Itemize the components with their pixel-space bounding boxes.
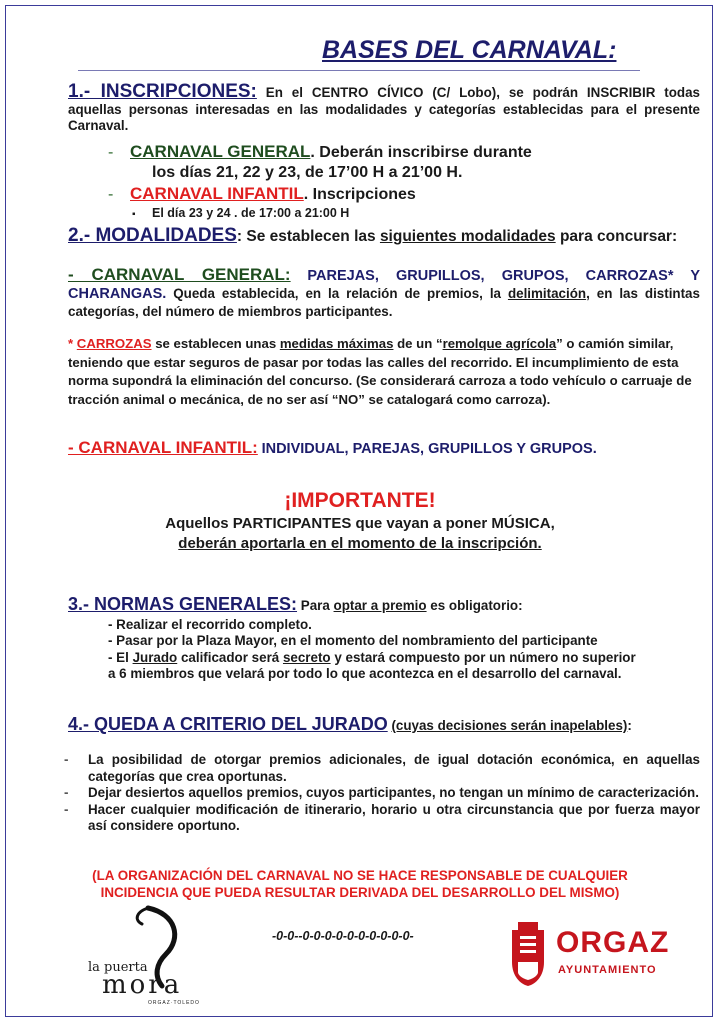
- infantil-registration-dates: El día 23 y 24 . de 17:00 a 21:00 H: [152, 206, 350, 220]
- norm-item-3-u2: secreto: [282, 649, 331, 665]
- note-text-a: se establecen unas: [155, 336, 277, 351]
- disclaimer-line-1: (LA ORGANIZACIÓN DEL CARNAVAL NO SE HACE RESPONSABLE DE CUALQUIER: [92, 868, 628, 883]
- important-line-1: Aquellos PARTICIPANTES que vayan a poner MÚSICA,: [165, 515, 555, 532]
- norm-item-3: [68, 650, 700, 667]
- general-registration: [108, 142, 668, 183]
- logo-left-line-1: la puerta: [88, 960, 148, 975]
- note-star: *: [68, 336, 77, 351]
- general-modalities-text-u: delimitación: [507, 286, 587, 301]
- important-heading: ¡IMPORTANTE!: [284, 489, 436, 512]
- section-2-text-b: para concursar:: [559, 228, 678, 245]
- dash-icon: -: [108, 144, 114, 161]
- la-puerta-mora-logo: [86, 904, 216, 1004]
- section-3-text-a: Para: [300, 598, 330, 613]
- general-registration-dates: los días 21, 22 y 23, de 17’00 H a 21’00 H.: [152, 164, 463, 181]
- logo-right-name: ORGAZ: [556, 926, 670, 959]
- section-1: [68, 81, 700, 135]
- important-block: [0, 488, 720, 554]
- norm-item-3-a: - El: [108, 649, 129, 665]
- section-1-heading: 1.- INSCRIPCIONES:: [68, 81, 257, 102]
- orgaz-logo: [506, 922, 676, 992]
- dash-icon: -: [64, 752, 69, 767]
- section-4-subheading: (cuyas decisiones serán inapelables): [391, 718, 628, 733]
- dash-icon: -: [64, 801, 69, 817]
- section-1-text: En el CENTRO CÍVICO (C/ Lobo), se podrán INSCRIBIR todas aquellas personas interesadas en las modalidades y categorías establecidas para el presente Carnaval.: [68, 85, 700, 133]
- jury-item-1: [64, 752, 700, 785]
- note-text-c: ” o camión similar, teniendo que estar seguros de pasar por todas las calles del recorrido. El incumplimiento de esta norma supondrá la eliminación del concurso. (Se considerará carroza a todo vehículo o carruaje de tracción animal o mecánica, de no ser así “NO” se catalogará como carroza).: [68, 336, 692, 407]
- norm-item-1: - Realizar el recorrido completo.: [108, 616, 312, 632]
- coat-of-arms-icon: [506, 922, 550, 988]
- jury-item-3-text: Hacer cualquier modificación de itinerario, horario u otra circunstancia que por fuerza mayor así considere oportuno.: [88, 801, 700, 833]
- note-carrozas: CARROZAS: [76, 336, 152, 351]
- note-text-u1: medidas máximas: [279, 336, 394, 351]
- section-2-text-underlined: siguientes modalidades: [379, 228, 556, 245]
- section-4-colon: :: [627, 718, 632, 733]
- disclaimer-line-2: INCIDENCIA QUE PUEDA RESULTAR DERIVADA DEL DESARROLLO DEL MISMO): [100, 884, 620, 900]
- general-modalities-text-a: Queda establecida, en la relación de premios, la: [173, 286, 501, 301]
- carrozas-note: [68, 335, 700, 409]
- infantil-registration-heading: CARNAVAL INFANTIL: [130, 184, 304, 203]
- section-3-text-u: optar a premio: [333, 598, 427, 613]
- bullet-icon: ▪: [132, 209, 136, 220]
- page-title: BASES DEL CARNAVAL:: [322, 36, 617, 64]
- title-divider: [78, 70, 640, 71]
- logo-right-sub: AYUNTAMIENTO: [558, 964, 657, 976]
- section-2: [68, 226, 700, 246]
- logo-left-line-2: mora: [102, 970, 183, 1000]
- norm-item-3-c: y estará compuesto por un número no superior: [334, 649, 636, 665]
- section-4: [68, 716, 700, 735]
- norm-item-2: - Pasar por la Plaza Mayor, en el momento del nombramiento del participante: [108, 633, 598, 648]
- note-text-b: de un “: [397, 336, 443, 351]
- jury-list: [64, 752, 700, 835]
- jury-item-1-text: La posibilidad de otorgar premios adicionales, de igual dotación económica, en aquellas categorías que crea oportunas.: [88, 752, 700, 784]
- norm-item-3-b: calificador será: [180, 649, 280, 665]
- logo-left-line-3: ORGAZ·TOLEDO: [148, 1000, 200, 1006]
- general-modalities: [68, 266, 700, 321]
- norm-item-3-u1: Jurado: [132, 649, 178, 665]
- dash-icon: -: [64, 785, 69, 800]
- section-3: [68, 596, 700, 683]
- general-modalities-heading: - CARNAVAL GENERAL:: [68, 265, 291, 284]
- infantil-registration-text: . Inscripciones: [303, 186, 416, 203]
- dash-icon: -: [108, 186, 114, 203]
- norm-item-3-continued: a 6 miembros que velará por todo lo que acontezca en el desarrollo del carnaval.: [108, 666, 622, 681]
- jury-item-2: [64, 785, 700, 802]
- separator: -0-0--0-0-0-0-0-0-0-0-0-0-: [272, 929, 414, 943]
- section-4-heading: 4.- QUEDA A CRITERIO DEL JURADO: [68, 714, 388, 734]
- disclaimer: [40, 868, 680, 901]
- general-modalities-text-b: , en las distintas categorías, del número de miembros participantes.: [68, 286, 700, 319]
- section-2-heading: 2.- MODALIDADES: [68, 225, 237, 246]
- jury-item-3: [64, 802, 700, 835]
- infantil-modalities-list: INDIVIDUAL, PAREJAS, GRUPILLOS Y GRUPOS.: [261, 441, 597, 457]
- note-text-u2: remolque agrícola: [442, 336, 557, 351]
- general-modalities-list: PAREJAS, GRUPILLOS, GRUPOS, CARROZAS* Y CHARANGAS.: [68, 268, 700, 302]
- important-line-2: deberán aportarla en el momento de la inscripción.: [178, 535, 542, 552]
- general-registration-text: . Deberán inscribirse durante: [310, 144, 532, 161]
- jury-item-2-text: Dejar desiertos aquellos premios, cuyos participantes, no tengan un mínimo de caracterización.: [88, 785, 699, 800]
- section-2-text-a: : Se establecen las: [236, 228, 376, 245]
- infantil-modalities: [68, 440, 708, 458]
- infantil-modalities-heading: - CARNAVAL INFANTIL:: [68, 438, 258, 457]
- section-3-text-b: es obligatorio:: [430, 598, 523, 613]
- section-3-heading: 3.- NORMAS GENERALES:: [68, 594, 298, 614]
- general-registration-heading: CARNAVAL GENERAL: [130, 142, 311, 161]
- infantil-registration: [108, 184, 668, 223]
